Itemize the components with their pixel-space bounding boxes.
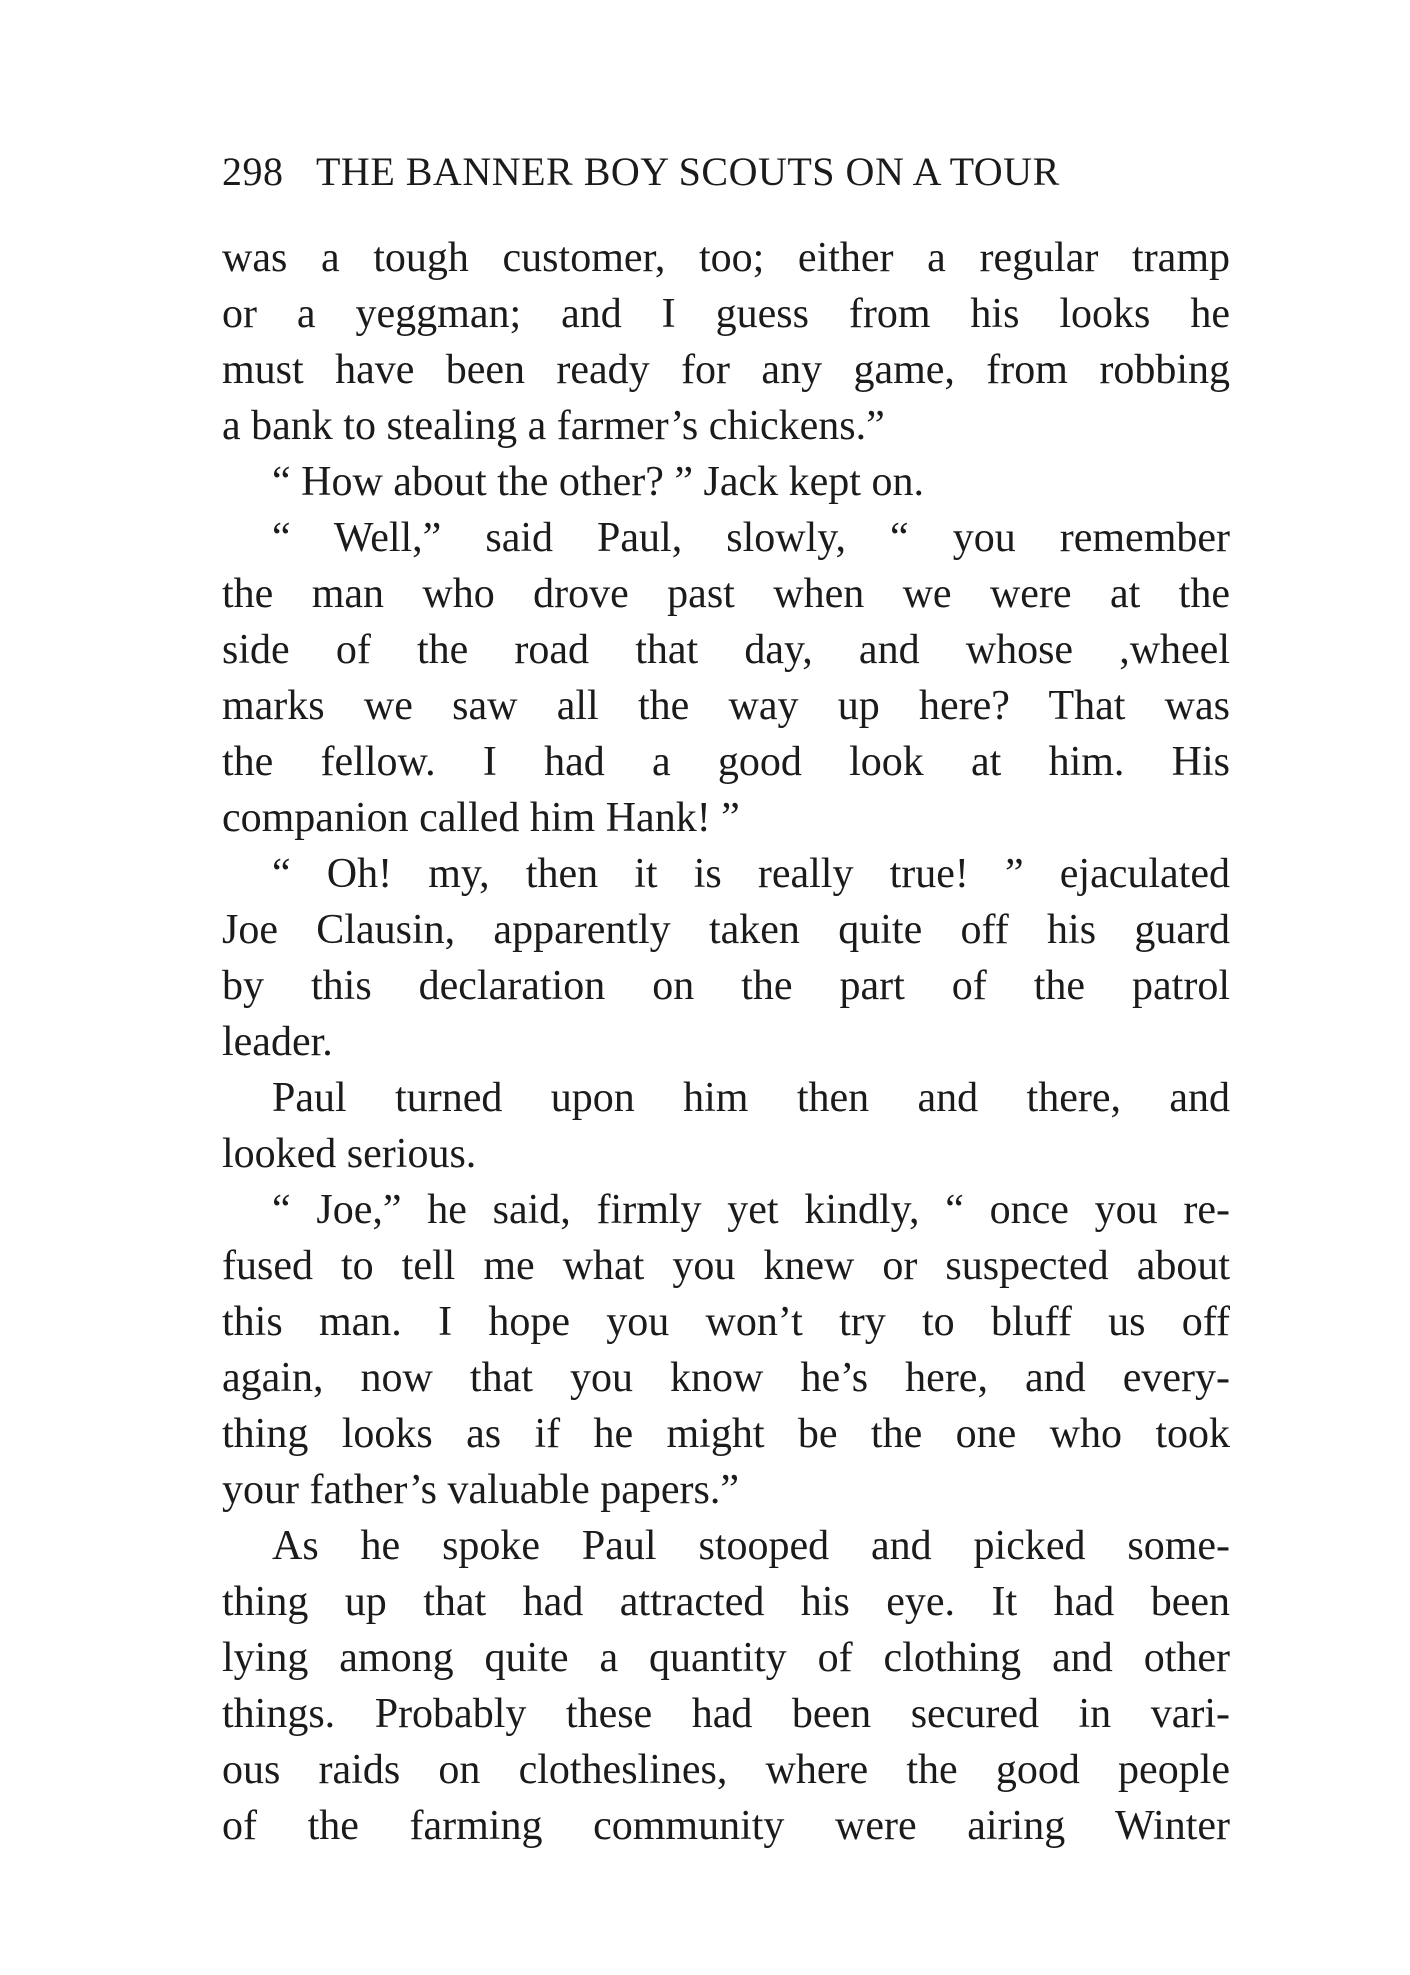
text-line: by this declaration on the part of the patrol xyxy=(222,963,1230,1009)
text-line: your father’s valuable papers.” xyxy=(222,1467,740,1513)
text-line: this man. I hope you won’t try to bluff us off xyxy=(222,1299,1230,1345)
text-line: fused to tell me what you knew or suspected about xyxy=(222,1243,1230,1289)
text-line: Paul turned upon him then and there, and xyxy=(272,1075,1230,1121)
text-line: Joe Clausin, apparently taken quite off his guard xyxy=(222,907,1230,953)
text-line: ous raids on clotheslines, where the good people xyxy=(222,1747,1230,1793)
text-line: thing looks as if he might be the one who took xyxy=(222,1411,1230,1457)
text-line: things. Probably these had been secured in vari- xyxy=(222,1691,1230,1737)
text-line: thing up that had attracted his eye. It had been xyxy=(222,1579,1230,1625)
running-title: THE BANNER BOY SCOUTS ON A TOUR xyxy=(316,149,1060,194)
text-line: the fellow. I had a good look at him. His xyxy=(222,739,1230,785)
page-number: 298 xyxy=(222,149,284,194)
text-line: looked serious. xyxy=(222,1131,477,1177)
text-line: must have been ready for any game, from robbing xyxy=(222,347,1230,393)
text-line: “ Joe,” he said, firmly yet kindly, “ once you re- xyxy=(272,1187,1230,1233)
text-line: the man who drove past when we were at the xyxy=(222,571,1230,617)
text-line: a bank to stealing a farmer’s chickens.” xyxy=(222,403,885,449)
text-line: side of the road that day, and whose ,wheel xyxy=(222,627,1230,673)
text-line: “ How about the other? ” Jack kept on. xyxy=(272,459,924,505)
text-line: was a tough customer, too; either a regular tramp xyxy=(222,235,1230,281)
body-text xyxy=(222,230,1230,1854)
text-line: companion called him Hank! ” xyxy=(222,795,740,841)
text-line: As he spoke Paul stooped and picked some- xyxy=(272,1523,1230,1569)
text-line: leader. xyxy=(222,1019,333,1065)
running-head xyxy=(222,142,1222,202)
text-line: “ Oh! my, then it is really true! ” ejaculated xyxy=(272,851,1230,897)
text-line: “ Well,” said Paul, slowly, “ you remember xyxy=(272,515,1230,561)
text-line: marks we saw all the way up here? That was xyxy=(222,683,1230,729)
text-line: lying among quite a quantity of clothing and other xyxy=(222,1635,1230,1681)
text-line: of the farming community were airing Winter xyxy=(222,1803,1230,1849)
text-line: again, now that you know he’s here, and every- xyxy=(222,1355,1230,1401)
text-line: or a yeggman; and I guess from his looks he xyxy=(222,291,1230,337)
